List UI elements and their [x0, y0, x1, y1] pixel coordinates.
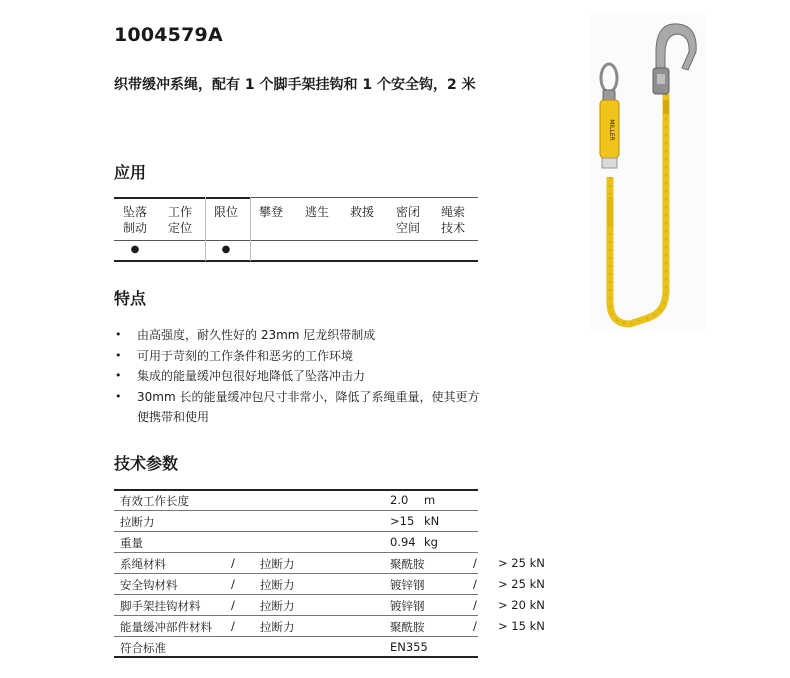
application-cell-fall-arrest: 坠落 制动: [122, 205, 147, 235]
feature-item: • 可用于苛刻的工作条件和恶劣的工作环境: [114, 346, 484, 367]
feature-item: • 30mm 长的能量缓冲包尺寸非常小，降低了系绳重量，使其更方便携带和使用: [114, 387, 484, 428]
specs-heading: 技术参数: [114, 454, 179, 473]
application-cell-confined-space: 密闭 空间: [395, 205, 420, 235]
brand-label: MILLER: [608, 119, 615, 141]
feature-item: • 由高强度，耐久性好的 23mm 尼龙织带制成: [114, 325, 484, 346]
application-cell-restraint: 限位: [213, 205, 238, 219]
bullet-icon: •: [115, 348, 122, 362]
energy-absorber: [600, 100, 619, 168]
product-code: 1004579A: [114, 24, 223, 46]
table-rule: [114, 197, 250, 199]
lanyard-illustration: [590, 12, 705, 332]
product-photo: [590, 12, 705, 332]
application-cell-work-positioning: 工作 定位: [167, 205, 192, 235]
application-cell-rope-access: 绳索 技术: [440, 205, 465, 235]
product-title: 织带缓冲系绳，配有 1 个脚手架挂钩和 1 个安全钩，2 米: [114, 77, 476, 93]
bullet-icon: •: [115, 328, 122, 341]
table-rule: [114, 240, 478, 241]
checked-mark: ●: [221, 244, 231, 255]
application-heading: 应用: [114, 163, 147, 182]
spec-row-working-length: 有效工作长度 2.0 m: [114, 490, 478, 511]
spec-row-standard: 符合标准 EN355: [114, 637, 478, 658]
spec-row-absorber-material: 能量缓冲部件材料 / 拉断力 聚酰胺 / > 15 kN: [114, 616, 478, 637]
spec-row-lanyard-material: 系绳材料 / 拉断力 聚酰胺 / > 25 kN: [114, 553, 478, 574]
application-table: [114, 197, 478, 261]
checked-mark: ●: [130, 244, 140, 255]
bullet-icon: •: [115, 369, 122, 382]
application-cell-rescue: 救援: [349, 205, 374, 219]
table-rule: [114, 260, 478, 262]
bullet-icon: •: [115, 389, 122, 403]
application-cell-climbing: 攀登: [258, 205, 283, 219]
snap-hook-icon: [601, 64, 617, 102]
spec-row-snaphook-material: 安全钩材料 / 拉断力 镀锌钢 / > 25 kN: [114, 574, 478, 595]
features-heading: 特点: [114, 289, 147, 308]
spec-row-scaffold-hook-material: 脚手架挂钩材料 / 拉断力 镀锌钢 / > 20 kN: [114, 595, 478, 616]
feature-item: • 集成的能量缓冲包很好地降低了坠落冲击力: [114, 366, 484, 387]
spec-row-weight: 重量 0.94 kg: [114, 532, 478, 553]
scaffold-hook-icon: [653, 24, 696, 94]
spec-row-breaking-strength: 拉断力 >15 kN: [114, 511, 478, 532]
application-cell-evacuation: 逃生: [304, 205, 329, 219]
features-list: [114, 325, 484, 428]
